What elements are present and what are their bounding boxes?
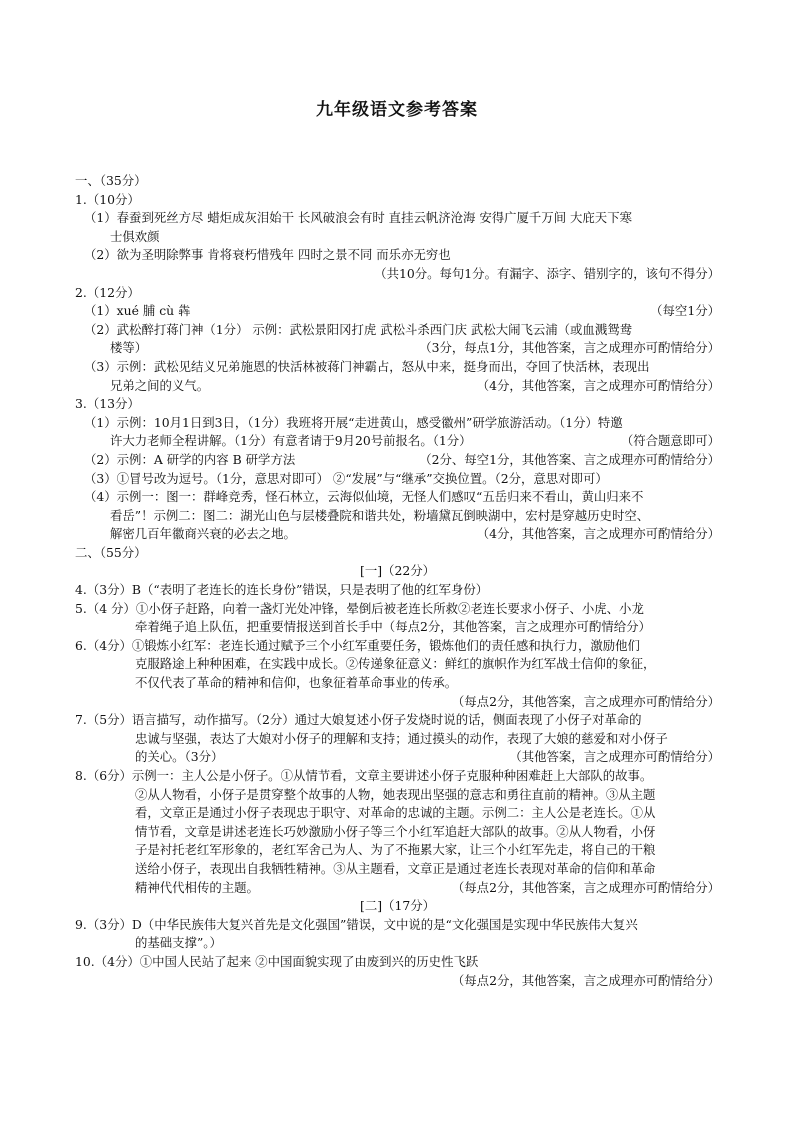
answer-line-q6a: 6.（4分）①锻炼小红军：老连长通过赋予三个小红军重要任务，锻炼他们的责任感和执行力，激励他们 <box>75 637 640 653</box>
scoring-note: （符合题意即可） <box>620 433 720 449</box>
answer-line-q8d: 情节看，文章是讲述老连长巧妙激励小伢子等三个小红军追赶大部队的故事。②从人物看，小伢 <box>135 823 656 839</box>
answer-line-q1n: （共10分。每句1分。有漏字、添字、错别字的，该句不得分） <box>374 265 720 281</box>
answer-content <box>75 172 720 990</box>
answer-line-q7a: 7.（5分）语言描写，动作描写。（2分）通过大娘复述小伢子发烧时说的话，侧面表现了小伢子对革命的 <box>75 712 642 728</box>
answer-line-q1a2: 士俱欢颜 <box>110 228 160 244</box>
answer-line-q1a1: （1）春蚕到死丝方尽 蜡炬成灰泪始干 长风破浪会有时 直挂云帆济沧海 安得广厦千万间 大庇天下寒 <box>84 210 632 226</box>
scoring-note: （4分，其他答案，言之成理亦可酌情给分） <box>476 526 720 542</box>
answer-line-q2c1: （3）示例：武松见结义兄弟施恩的快活林被蒋门神霸占，怒从中来，挺身而出，夺回了快活林，表现出 <box>84 358 650 374</box>
scoring-note: （4分，其他答案，言之成理亦可酌情给分） <box>476 377 720 393</box>
answer-line-q10n: （每点2分，其他答案，言之成理亦可酌情给分） <box>451 972 720 988</box>
answer-line-q5b: 牵着绳子追上队伍，把重要情报送到首长手中（每点2分，其他答案，言之成理亦可酌情给分） <box>135 619 651 635</box>
answer-line-q10: 10.（4分）①中国人民站了起来 ②中国面貌实现了由废到兴的历史性飞跃 <box>75 953 479 969</box>
scoring-note: （2分、每空1分，其他答案、言之成理亦可酌情给分） <box>419 451 720 467</box>
answer-text: 解密几百年徽商兴衰的必去之地。 <box>110 526 296 542</box>
scoring-note: （其他答案，言之成理亦可酌情给分） <box>509 749 720 765</box>
answer-line-q7b: 忠诚与坚强，表达了大娘对小伢子的理解和支持；通过摸头的动作，表现了大娘的慈爱和对小伢子 <box>135 730 668 746</box>
answer-line-q8f: 送给小伢子，表现出自我牺牲精神。③从主题看，文章正是通过老连长表现对革命的信仰和革命 <box>135 860 656 876</box>
answer-line-q3b <box>75 451 720 470</box>
answer-text: 精神代代相传的主题。 <box>135 879 259 895</box>
answer-line-q8e: 子是衬托老红军形象的，老红军舍己为人、为了不拖累大家，让三个小红军先走，将自己的干粮 <box>135 842 656 858</box>
answer-text: 兄弟之间的义气。 <box>110 377 210 393</box>
page-title: 九年级语文参考答案 <box>316 100 478 120</box>
answer-line-q3d1: （4）示例一：图一：群峰竞秀，怪石林立，云海似仙境，无怪人们感叹“五岳归来不看山，黄山归来不 <box>84 489 644 505</box>
scoring-note: （每空1分） <box>650 303 720 319</box>
answer-line-q6n: （每点2分，其他答案，言之成理亦可酌情给分） <box>451 693 720 709</box>
answer-line-q8a: 8.（6分）示例一：主人公是小伢子。①从情节看，文章主要讲述小伢子克服种种困难赶上大部队的故事。 <box>75 768 653 783</box>
answer-line-s1: 一、（35分） <box>75 173 147 188</box>
answer-line-q3: 3.（13分） <box>75 396 140 412</box>
answer-line-q6b: 克服路途上种种困难，在实践中成长。②传递象征意义：鲜红的旗帜作为红军战士信仰的象征， <box>135 656 656 672</box>
answer-line-s2b: [二]（17分） <box>360 898 435 914</box>
answer-line-q2c2 <box>75 377 720 396</box>
answer-line-q6c: 不仅代表了革命的精神和信仰，也象征着革命事业的传承。 <box>135 675 458 691</box>
answer-line-q7c <box>75 748 720 767</box>
answer-line-q5a: 5.（4 分）①小伢子赶路，向着一盏灯光处冲锋，晕倒后被老连长所救②老连长要求小伢子、小虎、小龙 <box>75 600 644 616</box>
answer-line-q1b1: （2）欲为圣明除弊事 肯将衰朽惜残年 四时之景不同 而乐亦无穷也 <box>84 247 451 263</box>
answer-line-s2a: [一]（22分） <box>360 563 435 579</box>
answer-line-q3a2 <box>75 432 720 451</box>
scoring-note: （每点2分，其他答案，言之成理亦可酌情给分） <box>451 879 720 895</box>
answer-line-q3d2: 看岳”！示例二：图二：湖光山色与层楼叠院和谐共处，粉墙黛瓦倒映湖中，宏村是穿越历史时空、 <box>110 507 650 523</box>
answer-text: 的关心。（3分） <box>135 749 224 765</box>
answer-line-q1: 1.（10分） <box>75 191 140 207</box>
answer-line-q2b1: （2）武松醉打蒋门神（1分） 示例：武松景阳冈打虎 武松斗杀西门庆 武松大闹飞云浦（或血溅鸳鸯 <box>84 321 632 337</box>
answer-line-q9b: 的基础支撑”。） <box>135 935 222 951</box>
answer-text: （1）xué 脯 cù 犇 <box>84 303 191 319</box>
answer-line-q8g <box>75 879 720 898</box>
scoring-note: （3分，每点1分，其他答案，言之成理亦可酌情给分） <box>419 340 720 356</box>
answer-line-q2: 2.（12分） <box>75 284 140 300</box>
answer-text: 许大力老师全程讲解。（1分）有意者请于9月20号前报名。（1分） <box>110 433 472 449</box>
answer-line-q4: 4.（3分）B（“表明了老连长的连长身份”错误，只是表明了他的红军身份） <box>75 582 489 598</box>
answer-line-s2: 二、（55分） <box>75 544 147 560</box>
answer-line-q8c: 看，文章正是通过小伢子表现忠于职守、对革命的忠诚的主题。示例二：主人公是老连长。①从 <box>135 805 656 821</box>
answer-line-q2b2 <box>75 339 720 358</box>
answer-line-q2a <box>75 302 720 321</box>
answer-text: （2）示例：A 研学的内容 B 研学方法 <box>84 451 296 467</box>
answer-line-q9a: 9.（3分）D（中华民族伟大复兴首先是文化强国”错误，文中说的是“文化强国是实现中华民族伟大复兴 <box>75 916 638 932</box>
answer-text: 楼等） <box>110 340 148 356</box>
answer-line-q8b: ②从人物看，小伢子是贯穿整个故事的人物，她表现出坚强的意志和勇往直前的精神。③从主题 <box>135 786 656 802</box>
answer-line-q3d3 <box>75 525 720 544</box>
answer-line-q3c: （3）①冒号改为逗号。（1分，意思对即可） ②“发展”与“继承”交换位置。（2分，意思对即可） <box>84 470 608 486</box>
answer-line-q3a1: （1）示例：10月1日到3日，（1分）我班将开展“走进黄山，感受徽州”研学旅游活动。（1分）特邀 <box>84 414 623 430</box>
